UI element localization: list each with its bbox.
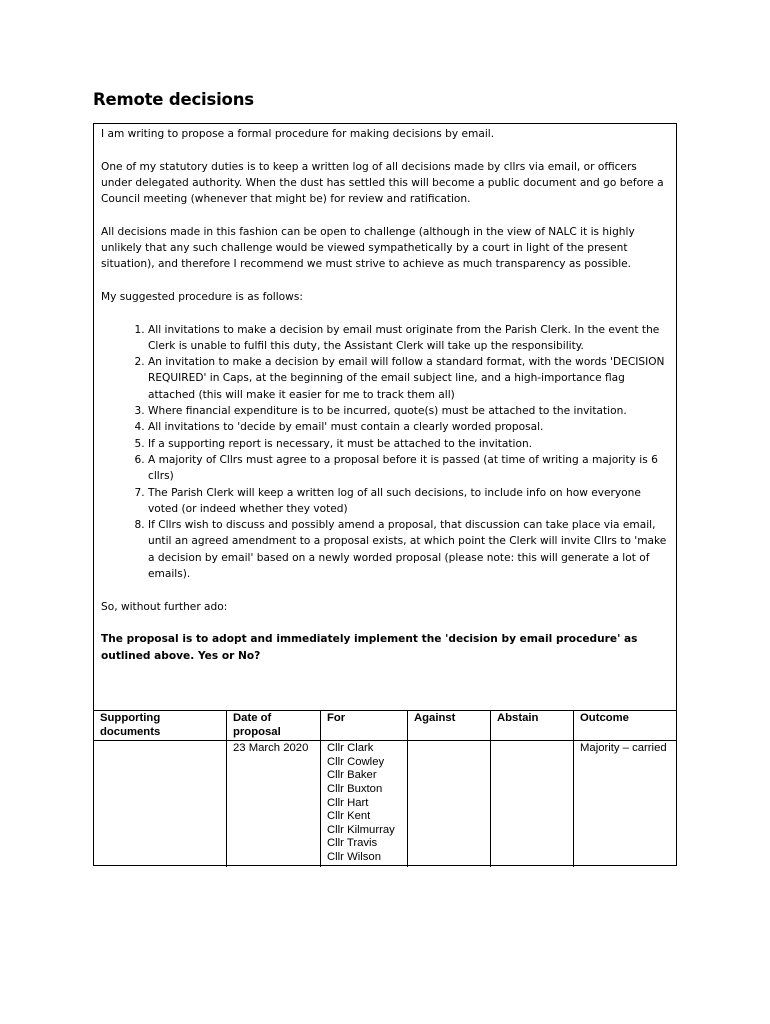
cell-for [321, 741, 408, 868]
for-voter: Cllr Cowley [327, 755, 385, 768]
procedure-list [101, 322, 670, 583]
body-text [94, 124, 676, 664]
header-date-of-proposal: Date of proposal [227, 711, 321, 741]
duties-paragraph: One of my statutory duties is to keep a written log of all decisions made by cllrs via email, or officers under delegated authority. When the dust has settled this will become a public document and go before a Council meeting (whenever that might be) for review and ratification. [101, 160, 664, 206]
for-voter: Cllr Kent [327, 810, 371, 823]
for-voter: Cllr Buxton [327, 782, 383, 795]
further-ado: So, without further ado: [101, 600, 228, 613]
for-voter: Cllr Clark [327, 742, 374, 755]
procedure-item: 6. A majority of Cllrs must agree to a proposal before it is passed (at time of writing a majority is 6 cllrs) [148, 452, 670, 485]
proposal-statement: The proposal is to adopt and immediately implement the 'decision by email procedure' as outlined above. Yes or No? [101, 633, 638, 662]
header-supporting-documents: Supporting documents [94, 711, 227, 741]
cell-abstain [491, 741, 574, 868]
procedure-item: 4. All invitations to 'decide by email' must contain a clearly worded proposal. [148, 419, 670, 435]
decision-box [93, 123, 677, 866]
vote-table [94, 710, 676, 867]
for-voter: Cllr Travis [327, 837, 378, 850]
header-against: Against [408, 711, 491, 741]
for-voter: Cllr Hart [327, 796, 369, 809]
cell-supporting-documents [94, 741, 227, 868]
cell-against [408, 741, 491, 868]
challenge-paragraph: All decisions made in this fashion can be open to challenge (although in the view of NALC it is highly unlikely that any such challenge would be viewed sympathetically by a court in light of the present situation), and therefore I recommend we must strive to achieve as much transparency as possible. [101, 225, 635, 271]
table-header-row [94, 711, 676, 741]
procedure-intro: My suggested procedure is as follows: [101, 290, 303, 303]
procedure-item: 3. Where financial expenditure is to be incurred, quote(s) must be attached to the invitation. [148, 403, 670, 419]
page-title: Remote decisions [93, 90, 254, 109]
intro-paragraph: I am writing to propose a formal procedure for making decisions by email. [101, 128, 495, 140]
procedure-item: 5. If a supporting report is necessary, it must be attached to the invitation. [148, 436, 670, 452]
header-abstain: Abstain [491, 711, 574, 741]
header-outcome: Outcome [574, 711, 677, 741]
procedure-item: 2. An invitation to make a decision by email will follow a standard format, with the words 'DECISION REQUIRED' in Caps, at the beginning of the email subject line, and a high-importance flag attached (this will make it easier for me to track them all) [148, 354, 670, 403]
procedure-item: 7. The Parish Clerk will keep a written log of all such decisions, to include info on how everyone voted (or indeed whether they voted) [148, 485, 670, 518]
header-for: For [321, 711, 408, 741]
table-row [94, 741, 676, 868]
for-voter: Cllr Baker [327, 769, 377, 782]
cell-outcome: Majority – carried [574, 741, 677, 868]
cell-date: 23 March 2020 [227, 741, 321, 868]
procedure-item: 8. If Cllrs wish to discuss and possibly amend a proposal, that discussion can take place via email, until an agreed amendment to a proposal exists, at which point the Clerk will invite Cllrs to 'make a decision by email' based on a newly worded proposal (please note: this will generate a lot of emails). [148, 517, 670, 582]
for-voter: Cllr Wilson [327, 850, 381, 863]
procedure-item: 1. All invitations to make a decision by email must originate from the Parish Clerk. In the event the Clerk is unable to fulfil this duty, the Assistant Clerk will take up the responsibility. [148, 322, 670, 355]
for-voter: Cllr Kilmurray [327, 823, 395, 836]
